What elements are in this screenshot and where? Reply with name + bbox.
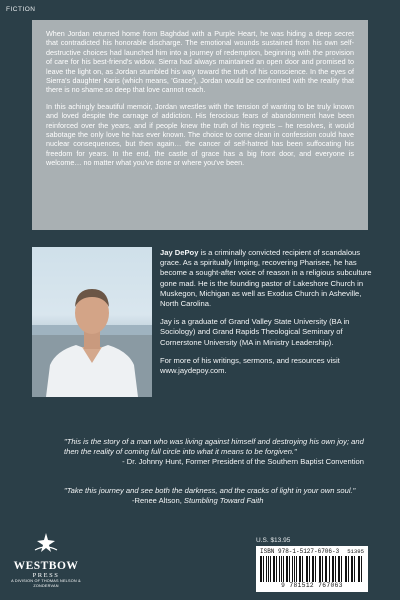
endorsement-2-book-title: Stumbling Toward Faith <box>183 496 264 505</box>
endorsement-1 <box>64 437 364 467</box>
endorsement-2-text: "Take this journey and see both the darkness, and the cracks of light in your own soul." <box>64 486 356 495</box>
author-name: Jay DePoy <box>160 248 199 257</box>
publisher-press: PRESS <box>32 572 60 579</box>
book-description <box>32 20 368 230</box>
barcode-addon-number: 51395 <box>347 548 364 555</box>
endorsement-2-author: -Renee Altson, <box>132 496 184 505</box>
endorsement-2-attribution <box>64 496 364 506</box>
barcode-bars <box>260 556 364 582</box>
publisher-logo <box>6 532 86 594</box>
description-paragraph-2: In this achingly beautiful memoir, Jordan wrestles with the tension of wanting to be truly known and loved despite the carnage of addiction. His ferocious fears of abandonment have been reinforced over the years, and if people knew the truth of his regrets – he resolves, it would sabotage the only love he has ever known. The choice to come clean in confession could have nuclear consequences, but then again… the cancer of self-hatred has been suffocating his freedom for years. In the end, the castle of grace has a big front door, and everyone is welcome… no matter what you've done or where you've been. <box>46 101 354 168</box>
endorsement-1-text: "This is the story of a man who was living against himself and destroying his own joy; and then the reality of coming full circle into what it means to be forgiven." <box>64 437 364 456</box>
isbn-label: ISBN 978-1-5127-6706-3 <box>260 548 340 555</box>
price-label: U.S. $13.95 <box>256 537 291 544</box>
publisher-emblem-icon <box>33 532 59 554</box>
author-bio-paragraph-3: For more of his writings, sermons, and resources visit www.jaydepoy.com. <box>160 355 340 376</box>
author-bio-paragraph-2: Jay is a graduate of Grand Valley State University (BA in Sociology) and Grand Rapids Theological Seminary of Cornerstone University (MA in Ministry Leadership). <box>160 317 350 347</box>
author-photo <box>32 247 152 397</box>
barcode-number: 9 781512 767063 <box>281 582 343 589</box>
genre-label: FICTION <box>6 6 36 13</box>
author-bio <box>160 248 374 384</box>
endorsement-2 <box>64 486 364 506</box>
author-bio-text: is a criminally convicted recipient of scandalous grace. As a spiritually limping, recovering Pharisee, he has become a sought-after voice of reason in a religious subculture gone mad. He is the founding pastor of Lakeshore Church in Muskegon, Michigan as well as Exodus Church in Asheville, North Carolina. <box>160 248 372 309</box>
description-paragraph-1: When Jordan returned home from Baghdad with a Purple Heart, he was hiding a deep secret that contradicted his honorable discharge. The emotional wounds sustained from his own self-destructive choices had launched him into a journey of redemption, beginning with the provision of care for his best-friend's widow. Sierra had always maintained an open door and promised to leave the light on, as Jordan stumbled his way toward the truth of his conscience. In the eyes of Sierra's daughter Karis (which means, 'Grace'), Jordan would be confronted with the reality that there is no shame so deep that love cannot reach. <box>46 29 354 95</box>
endorsement-1-attribution: - Dr. Johnny Hunt, Former President of the Southern Baptist Convention <box>122 457 364 466</box>
barcode <box>256 546 368 592</box>
publisher-division: A DIVISION OF THOMAS NELSON & ZONDERVAN <box>11 579 81 588</box>
publisher-name: WESTBOW <box>13 560 79 572</box>
author-bio-paragraph-1 <box>160 248 374 309</box>
